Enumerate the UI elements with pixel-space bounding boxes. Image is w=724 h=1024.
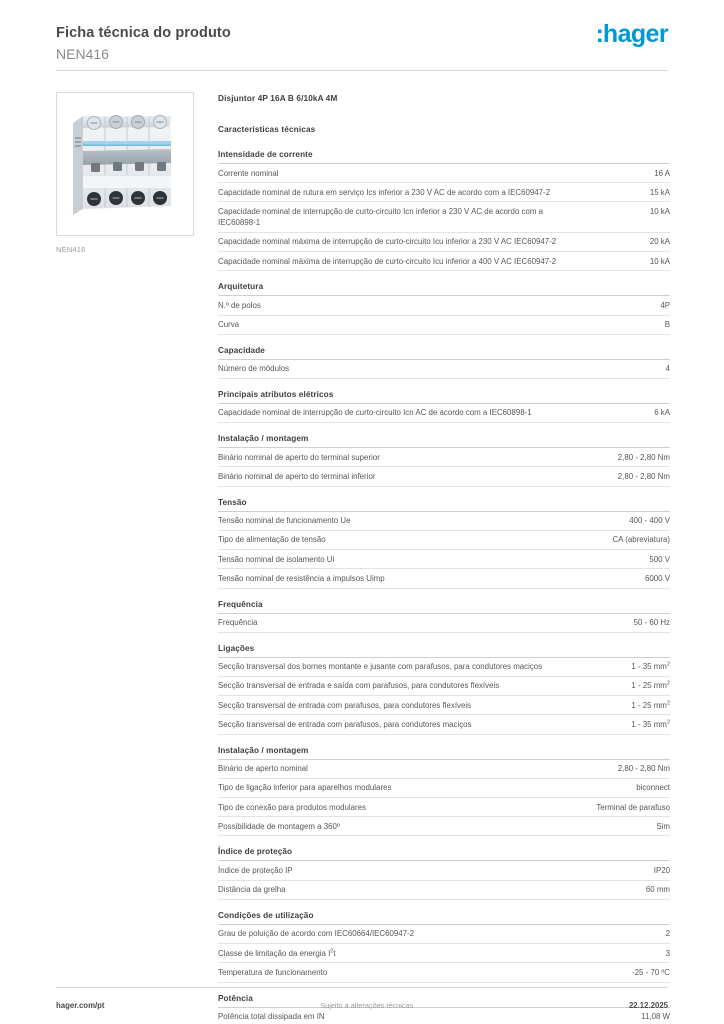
specification-label: N.º de polos — [218, 300, 261, 310]
page-footer — [56, 1001, 668, 1010]
specification-row — [218, 658, 670, 677]
specification-row — [218, 467, 670, 486]
specification-row — [218, 202, 670, 232]
specification-group — [218, 434, 670, 486]
specification-group-title: Índice de proteção — [218, 847, 670, 861]
specification-group — [218, 498, 670, 589]
specifications-panel — [218, 94, 670, 1024]
specification-group-title: Frequência — [218, 600, 670, 614]
specification-label: Capacidade nominal de interrupção de curto-circuito Icn AC de acordo com a IEC60898-1 — [218, 408, 532, 418]
specification-value: 3 — [665, 948, 670, 958]
specification-label: Número de módulos — [218, 364, 290, 374]
specification-group-title: Capacidade — [218, 346, 670, 360]
specification-value: 1 - 35 $mm^2$ — [631, 719, 670, 729]
specification-value: 50 - 60 Hz — [633, 618, 670, 627]
specification-row — [218, 448, 670, 467]
logo-colon-icon: : — [595, 20, 603, 48]
page-subtitle: NEN416 — [56, 45, 109, 62]
specification-label: Tensão nominal de resistência a impulsos Uimp — [218, 573, 385, 583]
specification-row — [218, 531, 670, 550]
specification-value: 2 — [665, 929, 670, 939]
footer-disclaimer: Sujeito a alterações técnicas — [320, 1001, 414, 1010]
specification-value: 4 — [665, 364, 670, 374]
specification-group — [218, 150, 670, 271]
specification-row — [218, 944, 670, 963]
product-image-frame — [56, 92, 194, 236]
specification-label: Secção transversal de entrada e saída com parafusos, para condutores flexíveis — [218, 681, 500, 691]
specification-value: -25 - 70 ºC — [632, 967, 670, 977]
specification-group-title: Instalação / montagem — [218, 434, 670, 448]
page-header — [56, 22, 668, 63]
specification-group — [218, 390, 670, 423]
specification-group-title: Principais atributos elétricos — [218, 390, 670, 404]
specification-label: Capacidade nominal de rutura em serviço Ics inferior a 230 V AC de acordo com a IEC60947-2 — [218, 187, 551, 197]
specification-group — [218, 911, 670, 983]
specification-value: 15 kA — [649, 187, 670, 197]
hager-logo — [596, 22, 668, 47]
specification-label: Capacidade nominal máxima de interrupção de curto-circuito Icu inferior a 230 V AC IEC60947-2 — [218, 237, 557, 247]
specification-label: Potência total dissipada em IN — [218, 1012, 325, 1022]
specification-row — [218, 164, 670, 183]
specification-row — [218, 233, 670, 252]
specification-value: 400 - 400 V — [629, 516, 670, 526]
specification-value: 60 mm — [645, 885, 670, 895]
specification-group-title: Condições de utilização — [218, 911, 670, 925]
specification-row — [218, 360, 670, 379]
specification-value: 11,08 W — [641, 1012, 670, 1022]
specification-label: Tensão nominal de isolamento Ui — [218, 554, 335, 564]
specification-value: 500 V — [649, 554, 670, 564]
specification-value: 2,80 - 2,80 Nm — [617, 764, 670, 774]
specification-label: Corrente nominal — [218, 168, 279, 178]
specification-value: 16 A — [654, 168, 670, 178]
specification-label: Secção transversal de entrada com parafusos, para condutores flexíveis — [218, 700, 472, 710]
specification-group — [218, 600, 670, 633]
specification-label: Curva — [218, 320, 240, 330]
specification-label: Capacidade nominal de interrupção de curto-circuito Icn inferior a 230 V AC de acordo com a IEC60898-1 — [218, 206, 544, 228]
specification-group — [218, 644, 670, 735]
specification-row — [218, 404, 670, 423]
specification-value: 6 kA — [654, 408, 670, 418]
footer-date: 22.12.2025 — [628, 1001, 668, 1010]
specification-row — [218, 715, 670, 734]
specifications-heading: Características técnicas — [218, 125, 316, 134]
specification-row — [218, 861, 670, 880]
specification-row — [218, 296, 670, 315]
specification-value: Terminal de parafuso — [596, 802, 670, 812]
specification-label: Secção transversal de entrada com parafusos, para condutores maciços — [218, 719, 472, 729]
specification-row — [218, 316, 670, 335]
specification-group — [218, 282, 670, 334]
specification-value: 2,80 - 2,80 Nm — [617, 452, 670, 462]
specification-row — [218, 1008, 670, 1024]
specification-label: Binário nominal de aperto do terminal superior — [218, 452, 380, 462]
specification-row — [218, 512, 670, 531]
specification-label: Grau de poluição de acordo com IEC60664/IEC60947-2 — [218, 929, 415, 939]
specification-value: CA (abreviatura) — [612, 535, 670, 545]
specification-value: 20 kA — [649, 237, 670, 247]
specification-label: Capacidade nominal máxima de interrupção de curto-circuito Icu inferior a 400 V AC IEC60947-2 — [218, 256, 557, 266]
specification-value: 1 - 35 $mm^2$ — [631, 661, 670, 672]
specification-row — [218, 881, 670, 900]
logo-wordmark: hager — [602, 20, 668, 48]
specification-label: Tensão nominal de funcionamento Ue — [218, 516, 351, 526]
specification-row — [218, 798, 670, 817]
product-image-caption: NEN416 — [56, 245, 86, 254]
specification-group-title: Potência — [218, 994, 670, 1008]
specification-group-title: Tensão — [218, 498, 670, 512]
specification-label: Temperatura de funcionamento — [218, 967, 328, 977]
specification-value: biconnect — [636, 783, 670, 793]
specification-label: Binário nominal de aperto do terminal inferior — [218, 471, 376, 481]
specification-row — [218, 925, 670, 944]
specification-row — [218, 696, 670, 715]
specification-label: Tipo de conexão para produtos modulares — [218, 802, 366, 812]
specification-group — [218, 847, 670, 899]
specification-value: 10 kA — [649, 206, 670, 216]
specification-label: Possibilidade de montagem a 360º — [218, 821, 340, 831]
circuit-breaker-illustration — [63, 101, 187, 227]
specification-row — [218, 252, 670, 271]
specification-label: Tipo de alimentação de tensão — [218, 535, 326, 545]
specification-value: IP20 — [653, 865, 670, 875]
page-title: Ficha técnica do produto — [56, 25, 231, 41]
specification-row — [218, 614, 670, 633]
specification-value: 1 - 25 $mm^2$ — [631, 700, 670, 710]
specification-row — [218, 817, 670, 836]
specification-label: Binário de aperto nominal — [218, 764, 308, 774]
specification-label: Distância da grelha — [218, 885, 286, 895]
specification-label: Tipo de ligação inferior para aparelhos modulares — [218, 783, 392, 793]
specification-value: 10 kA — [649, 256, 670, 266]
specification-label: Frequência — [218, 618, 258, 627]
specification-label: Índice de proteção IP — [218, 865, 293, 875]
specification-row — [218, 677, 670, 696]
specification-group-title: Intensidade de corrente — [218, 150, 670, 164]
specification-value: Sim — [656, 821, 670, 831]
specification-groups — [218, 150, 670, 1024]
specification-row — [218, 963, 670, 982]
specification-value: 2,80 - 2,80 Nm — [617, 471, 670, 481]
specification-group-title: Instalação / montagem — [218, 746, 670, 760]
header-divider — [56, 70, 668, 71]
specification-row — [218, 569, 670, 588]
specification-value: 6000 V — [644, 573, 670, 583]
specification-group-title: Arquitetura — [218, 282, 670, 296]
header-titles — [56, 22, 231, 63]
product-name: Disjuntor 4P 16A B 6/10kA 4M — [218, 94, 338, 103]
specification-value: B — [664, 320, 670, 330]
specification-value: 1 - 25 $mm^2$ — [631, 680, 670, 691]
specification-label: Secção transversal dos bornes montante e jusante com parafusos, para condutores maciços — [218, 662, 543, 672]
specification-group — [218, 346, 670, 379]
specification-label: Classe de limitação da energia $I^2t$ — [218, 948, 336, 958]
specification-value: 4P — [660, 300, 670, 310]
specification-group-title: Ligações — [218, 644, 670, 658]
specification-row — [218, 760, 670, 779]
specification-row — [218, 779, 670, 798]
footer-website[interactable]: hager.com/pt — [56, 1001, 105, 1010]
specification-row — [218, 183, 670, 202]
specification-row — [218, 550, 670, 569]
footer-divider — [56, 987, 668, 988]
product-image-column — [56, 92, 196, 254]
specification-group — [218, 746, 670, 837]
